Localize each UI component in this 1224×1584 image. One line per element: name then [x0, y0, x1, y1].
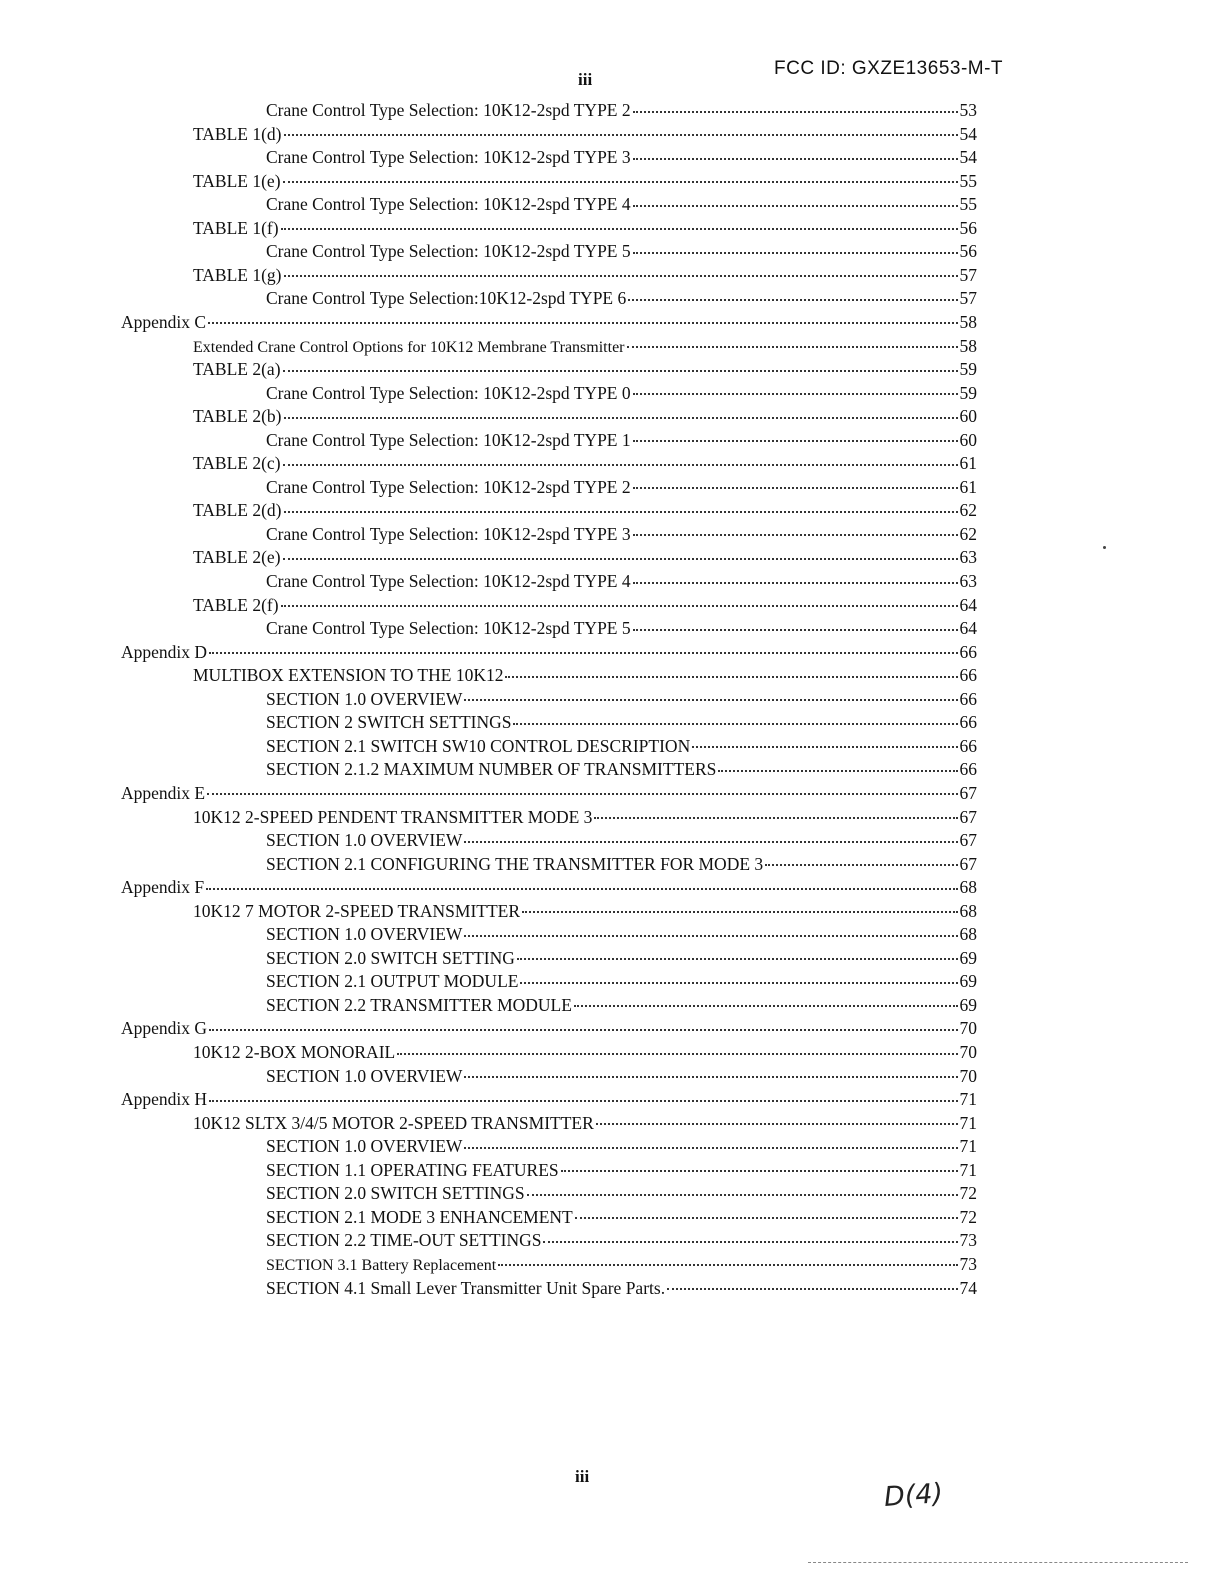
toc-leader-dots: [283, 370, 958, 372]
toc-entry-label: 10K12 SLTX 3/4/5 MOTOR 2-SPEED TRANSMITTER: [193, 1112, 594, 1133]
toc-leader-dots: [543, 1241, 957, 1243]
toc-entry-label: SECTION 1.0 OVERVIEW: [266, 1065, 463, 1086]
toc-entry-label: Appendix G: [121, 1018, 208, 1039]
toc-entry: [193, 452, 977, 476]
toc-entry: [266, 1159, 977, 1183]
toc-entry-page: 66: [959, 688, 977, 709]
toc-leader-dots: [208, 322, 957, 324]
toc-entry-label: SECTION 2.1 MODE 3 ENHANCEMENT: [266, 1206, 573, 1227]
toc-entry-label: Crane Control Type Selection: 10K12-2spd TYPE 2: [266, 476, 631, 497]
toc-entry-page: 72: [959, 1183, 977, 1204]
toc-entry-label: SECTION 2.2 TIME-OUT SETTINGS: [266, 1230, 542, 1251]
toc-entry-page: 71: [959, 1136, 977, 1157]
toc-leader-dots: [594, 817, 957, 819]
toc-entry: [266, 570, 977, 594]
toc-leader-dots: [667, 1288, 957, 1290]
toc-entry-label: TABLE 2(d): [193, 500, 282, 521]
toc-entry: [121, 1088, 977, 1112]
toc-leader-dots: [209, 1029, 957, 1031]
toc-leader-dots: [522, 911, 957, 913]
toc-entry-label: Crane Control Type Selection: 10K12-2spd TYPE 5: [266, 241, 631, 262]
toc-entry-page: 70: [959, 1018, 977, 1039]
toc-entry: [266, 688, 977, 712]
toc-entry: [193, 664, 977, 688]
toc-entry: [193, 900, 977, 924]
toc-entry-page: 68: [959, 924, 977, 945]
toc-entry-page: 66: [959, 712, 977, 733]
toc-entry: [193, 358, 977, 382]
toc-leader-dots: [206, 888, 957, 890]
toc-entry: [121, 876, 977, 900]
toc-entry-page: 68: [959, 900, 977, 921]
toc-entry-page: 57: [959, 288, 977, 309]
toc-entry-page: 64: [959, 594, 977, 615]
toc-entry: [266, 429, 977, 453]
toc-entry-label: SECTION 3.1 Battery Replacement: [266, 1256, 497, 1274]
toc-entry-label: SECTION 2.0 SWITCH SETTING: [266, 947, 515, 968]
toc-entry: [193, 499, 977, 523]
toc-leader-dots: [574, 1005, 958, 1007]
toc-entry-page: 72: [959, 1206, 977, 1227]
toc-entry: [266, 1277, 977, 1301]
toc-leader-dots: [633, 440, 958, 442]
toc-entry-label: SECTION 4.1 Small Lever Transmitter Unit Spare Parts.: [266, 1277, 666, 1298]
toc-entry: [266, 970, 977, 994]
toc-entry: [266, 735, 977, 759]
toc-entry: [193, 1112, 977, 1136]
toc-entry-label: Crane Control Type Selection: 10K12-2spd TYPE 0: [266, 382, 631, 403]
toc-entry-label: TABLE 2(c): [193, 453, 281, 474]
toc-entry-page: 67: [959, 853, 977, 874]
toc-entry: [193, 170, 977, 194]
toc-entry: [266, 382, 977, 406]
toc-entry-page: 59: [959, 359, 977, 380]
toc-entry: [266, 1135, 977, 1159]
toc-entry-label: SECTION 2.1.2 MAXIMUM NUMBER OF TRANSMITTERS: [266, 759, 717, 780]
toc-entry-page: 73: [959, 1230, 977, 1251]
toc-entry-page: 73: [959, 1253, 977, 1274]
toc-leader-dots: [765, 864, 957, 866]
toc-leader-dots: [527, 1194, 958, 1196]
toc-leader-dots: [633, 393, 958, 395]
toc-entry-page: 63: [959, 547, 977, 568]
toc-entry: [266, 523, 977, 547]
toc-leader-dots: [633, 205, 958, 207]
toc-entry: [193, 806, 977, 830]
toc-leader-dots: [209, 652, 957, 654]
toc-leader-dots: [281, 228, 958, 230]
toc-entry-page: 67: [959, 806, 977, 827]
toc-entry-label: TABLE 1(f): [193, 217, 279, 238]
toc-leader-dots: [284, 275, 958, 277]
toc-entry-label: SECTION 1.0 OVERVIEW: [266, 1136, 463, 1157]
toc-entry-page: 63: [959, 571, 977, 591]
toc-entry-page: 69: [959, 947, 977, 968]
toc-entry-label: TABLE 1(d): [193, 123, 282, 144]
toc-entry-label: SECTION 2.1 CONFIGURING THE TRANSMITTER FOR MODE 3: [266, 853, 764, 874]
toc-entry-label: Appendix H: [121, 1089, 208, 1110]
toc-entry: [193, 264, 977, 288]
toc-leader-dots: [718, 770, 957, 772]
toc-entry-page: 61: [959, 453, 977, 474]
toc-leader-dots: [517, 958, 958, 960]
toc-entry: [193, 335, 977, 359]
toc-entry-label: SECTION 2.1 SWITCH SW10 CONTROL DESCRIPTION: [266, 735, 691, 756]
toc-entry: [266, 853, 977, 877]
toc-entry-page: 74: [959, 1277, 977, 1298]
toc-entry-label: SECTION 2.1 OUTPUT MODULE: [266, 971, 519, 992]
toc-leader-dots: [633, 629, 958, 631]
toc-entry-label: MULTIBOX EXTENSION TO THE 10K12: [193, 665, 504, 686]
scan-edge-line: [808, 1562, 1188, 1563]
toc-entry-label: SECTION 2 SWITCH SETTINGS: [266, 712, 512, 733]
toc-entry-page: 57: [959, 264, 977, 285]
toc-leader-dots: [520, 982, 957, 984]
toc-entry-page: 60: [959, 429, 977, 450]
toc-leader-dots: [284, 511, 958, 513]
toc-entry-page: 71: [959, 1159, 977, 1180]
toc-entry-label: Crane Control Type Selection: 10K12-2spd TYPE 1: [266, 429, 631, 450]
toc-entry: [121, 311, 977, 335]
toc-entry: [266, 1253, 977, 1277]
toc-entry-page: 53: [959, 100, 977, 120]
toc-entry-page: 68: [959, 877, 977, 898]
toc-entry-page: 62: [959, 523, 977, 544]
toc-entry-page: 58: [959, 335, 977, 356]
toc-entry-label: Extended Crane Control Options for 10K12 Membrane Transmitter: [193, 338, 625, 356]
toc-entry-page: 67: [959, 782, 977, 803]
toc-entry-label: TABLE 2(e): [193, 547, 281, 568]
toc-entry-label: 10K12 2-BOX MONORAIL: [193, 1042, 396, 1062]
toc-entry-label: Crane Control Type Selection: 10K12-2spd TYPE 4: [266, 194, 631, 215]
toc-leader-dots: [633, 487, 958, 489]
toc-leader-dots: [633, 582, 958, 584]
toc-entry-label: SECTION 2.0 SWITCH SETTINGS: [266, 1183, 525, 1204]
toc-entry-label: TABLE 2(f): [193, 594, 279, 615]
toc-entry-label: Crane Control Type Selection:10K12-2spd TYPE 6: [266, 288, 627, 309]
toc-entry: [266, 1065, 977, 1089]
toc-leader-dots: [464, 1147, 957, 1149]
toc-leader-dots: [498, 1264, 957, 1266]
toc-entry: [266, 240, 977, 264]
toc-entry: [266, 1229, 977, 1253]
toc-leader-dots: [283, 181, 958, 183]
toc-entry-page: 69: [959, 994, 977, 1015]
toc-leader-dots: [692, 746, 957, 748]
toc-entry-label: SECTION 1.0 OVERVIEW: [266, 688, 463, 709]
toc-entry-label: SECTION 1.1 OPERATING FEATURES: [266, 1159, 559, 1180]
toc-entry-page: 69: [959, 971, 977, 992]
toc-entry: [266, 287, 977, 311]
toc-entry-label: TABLE 2(b): [193, 406, 282, 427]
scan-speck: [1103, 546, 1106, 549]
toc-entry-page: 71: [959, 1089, 977, 1110]
toc-leader-dots: [575, 1217, 958, 1219]
handwritten-note: D(4): [882, 1477, 945, 1514]
toc-entry-page: 55: [959, 170, 977, 191]
toc-entry-label: TABLE 1(e): [193, 170, 281, 191]
toc-leader-dots: [628, 299, 957, 301]
toc-leader-dots: [633, 252, 958, 254]
toc-entry: [121, 1017, 977, 1041]
toc-entry: [193, 123, 977, 147]
toc-entry-page: 60: [959, 406, 977, 427]
toc-entry: [266, 99, 977, 123]
toc-entry: [266, 476, 977, 500]
toc-entry: [266, 146, 977, 170]
toc-entry: [193, 546, 977, 570]
toc-entry: [193, 1041, 977, 1065]
toc-entry: [266, 193, 977, 217]
toc-entry-page: 59: [959, 382, 977, 403]
toc-entry-label: Appendix C: [121, 311, 207, 332]
toc-entry-page: 66: [959, 759, 977, 780]
toc-leader-dots: [561, 1170, 958, 1172]
toc-leader-dots: [281, 605, 958, 607]
toc-entry-label: Crane Control Type Selection: 10K12-2spd TYPE 2: [266, 100, 631, 120]
toc-leader-dots: [283, 558, 958, 560]
toc-leader-dots: [464, 699, 957, 701]
toc-entry-label: Appendix E: [121, 782, 206, 803]
toc-entry: [266, 1182, 977, 1206]
toc-entry-label: 10K12 2-SPEED PENDENT TRANSMITTER MODE 3: [193, 806, 593, 827]
toc-entry: [266, 994, 977, 1018]
toc-leader-dots: [207, 793, 957, 795]
toc-entry-label: Crane Control Type Selection: 10K12-2spd TYPE 3: [266, 147, 631, 168]
toc-entry-page: 66: [959, 665, 977, 686]
toc-leader-dots: [596, 1123, 958, 1125]
toc-entry-page: 66: [959, 735, 977, 756]
toc-entry-label: SECTION 2.2 TRANSMITTER MODULE: [266, 994, 572, 1015]
toc-entry-label: TABLE 1(g): [193, 264, 282, 285]
toc-leader-dots: [283, 464, 958, 466]
toc-entry-page: 56: [959, 241, 977, 262]
toc-entry-page: 71: [959, 1112, 977, 1133]
toc-entry-page: 61: [959, 476, 977, 497]
toc-entry-label: Appendix F: [121, 877, 205, 898]
toc-entry: [266, 829, 977, 853]
toc-leader-dots: [633, 534, 958, 536]
toc-entry-page: 67: [959, 830, 977, 851]
toc-entry: [266, 617, 977, 641]
toc-entry: [266, 947, 977, 971]
toc-leader-dots: [633, 111, 958, 113]
toc-entry-page: 70: [959, 1065, 977, 1086]
toc-entry: [266, 1206, 977, 1230]
toc-leader-dots: [627, 346, 958, 348]
fcc-id-header: FCC ID: GXZE13653-M-T: [774, 58, 1004, 79]
toc-entry-label: 10K12 7 MOTOR 2-SPEED TRANSMITTER: [193, 900, 521, 921]
toc-entry-label: TABLE 2(a): [193, 359, 281, 380]
toc-entry-page: 56: [959, 217, 977, 238]
toc-entry-page: 64: [959, 618, 977, 639]
toc-entry-page: 54: [959, 123, 977, 144]
toc-leader-dots: [284, 134, 958, 136]
toc-entry-label: Crane Control Type Selection: 10K12-2spd TYPE 5: [266, 618, 631, 639]
toc-entry-page: 70: [959, 1042, 977, 1062]
toc-entry: [266, 711, 977, 735]
toc-entry: [121, 782, 977, 806]
toc-entry-label: Appendix D: [121, 641, 208, 662]
page-number-bottom: iii: [575, 1467, 590, 1486]
toc-entry-page: 54: [959, 147, 977, 168]
toc-leader-dots: [633, 158, 958, 160]
toc-entry: [266, 758, 977, 782]
toc-entry: [266, 923, 977, 947]
toc-leader-dots: [513, 723, 957, 725]
toc-entry: [121, 641, 977, 665]
toc-leader-dots: [397, 1053, 957, 1055]
page-number-top: iii: [578, 70, 593, 89]
toc-entry: [193, 217, 977, 241]
toc-entry-page: 58: [959, 311, 977, 332]
toc-entry-page: 62: [959, 500, 977, 521]
toc-leader-dots: [464, 841, 957, 843]
toc-entry-label: Crane Control Type Selection: 10K12-2spd TYPE 3: [266, 523, 631, 544]
toc-entry-page: 55: [959, 194, 977, 215]
toc-entry-page: 66: [959, 641, 977, 662]
toc-leader-dots: [284, 417, 958, 419]
toc-leader-dots: [464, 1076, 957, 1078]
toc-entry-label: SECTION 1.0 OVERVIEW: [266, 924, 463, 945]
toc-entry: [193, 405, 977, 429]
toc-entry-label: Crane Control Type Selection: 10K12-2spd TYPE 4: [266, 571, 631, 591]
toc-entry: [193, 594, 977, 618]
toc-entry-label: SECTION 1.0 OVERVIEW: [266, 830, 463, 851]
toc-leader-dots: [209, 1100, 957, 1102]
toc-leader-dots: [464, 935, 957, 937]
toc-leader-dots: [505, 676, 957, 678]
